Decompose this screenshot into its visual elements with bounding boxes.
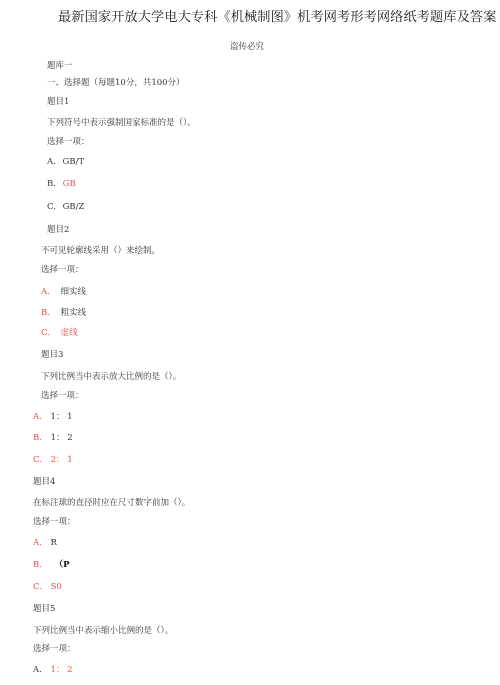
question-4-option-c[interactable] bbox=[33, 583, 62, 592]
question-5-option-a[interactable] bbox=[33, 666, 73, 675]
question-4-option-b[interactable] bbox=[33, 561, 70, 570]
page-title: 最新国家开放大学电大专科《机械制图》机考网考形考网络纸考题库及答案 bbox=[58, 10, 497, 25]
option-text: 粗实线 bbox=[60, 308, 87, 318]
question-1-option-c[interactable] bbox=[47, 203, 84, 212]
option-letter: A. bbox=[33, 538, 42, 548]
subtitle: 盗传必究 bbox=[230, 42, 265, 52]
question-3-option-c[interactable] bbox=[33, 456, 73, 465]
question-3-stem: 下列比例当中表示放大比例的是（）。 bbox=[41, 372, 182, 382]
option-text: 细实线 bbox=[60, 287, 87, 297]
option-text: S0 bbox=[50, 582, 62, 592]
question-2-option-a[interactable] bbox=[41, 288, 86, 297]
question-4-label: 题目4 bbox=[33, 477, 56, 487]
option-text: 1： 2 bbox=[50, 433, 73, 443]
section-heading: 一、选择题（每题10分，共100分） bbox=[47, 78, 185, 88]
question-2-option-b[interactable] bbox=[41, 309, 86, 318]
option-letter: A. bbox=[47, 157, 56, 167]
option-letter: A. bbox=[33, 665, 42, 675]
option-letter: A. bbox=[33, 412, 42, 422]
option-letter: C. bbox=[41, 328, 50, 338]
question-4-stem: 在标注球的直径时应在尺寸数字前加（）。 bbox=[33, 498, 191, 508]
question-5-stem: 下列比例当中表示缩小比例的是（）。 bbox=[33, 626, 174, 636]
option-text: R bbox=[50, 538, 57, 548]
question-1-label: 题目1 bbox=[47, 97, 70, 107]
question-1-option-a[interactable] bbox=[47, 158, 84, 167]
option-letter: C. bbox=[33, 582, 42, 592]
question-3-label: 题目3 bbox=[41, 350, 64, 360]
question-4-prompt: 选择一项： bbox=[33, 517, 76, 527]
option-text: （P bbox=[54, 560, 70, 570]
question-1-stem: 下列符号中表示强制国家标准的是（）。 bbox=[47, 118, 196, 128]
question-1-prompt: 选择一项： bbox=[47, 137, 90, 147]
option-text: GB/Z bbox=[62, 202, 85, 212]
option-text: 1： 2 bbox=[50, 665, 73, 675]
question-5-prompt: 选择一项： bbox=[33, 644, 76, 654]
option-text: 2： 1 bbox=[50, 455, 73, 465]
option-letter: B. bbox=[47, 179, 56, 189]
question-bank-label: 题库一 bbox=[47, 61, 73, 71]
question-4-option-a[interactable] bbox=[33, 539, 57, 548]
option-letter: B. bbox=[41, 308, 50, 318]
question-3-prompt: 选择一项： bbox=[41, 391, 84, 401]
option-letter: A. bbox=[41, 287, 50, 297]
option-letter: B. bbox=[33, 560, 42, 570]
question-2-prompt: 选择一项： bbox=[41, 265, 84, 275]
question-2-option-c[interactable] bbox=[41, 329, 78, 338]
option-text: GB/T bbox=[62, 157, 85, 167]
question-1-option-b[interactable] bbox=[47, 180, 76, 189]
option-text: 虚线 bbox=[60, 328, 78, 338]
question-5-label: 题目5 bbox=[33, 604, 56, 614]
question-2-stem: 不可见轮廓线采用（）来绘制。 bbox=[41, 246, 161, 256]
question-3-option-b[interactable] bbox=[33, 434, 73, 443]
option-text: GB bbox=[62, 179, 76, 189]
question-2-label: 题目2 bbox=[47, 225, 70, 235]
option-letter: C. bbox=[47, 202, 56, 212]
option-letter: B. bbox=[33, 433, 42, 443]
option-text: 1： 1 bbox=[50, 412, 73, 422]
question-3-option-a[interactable] bbox=[33, 413, 73, 422]
option-letter: C. bbox=[33, 455, 42, 465]
